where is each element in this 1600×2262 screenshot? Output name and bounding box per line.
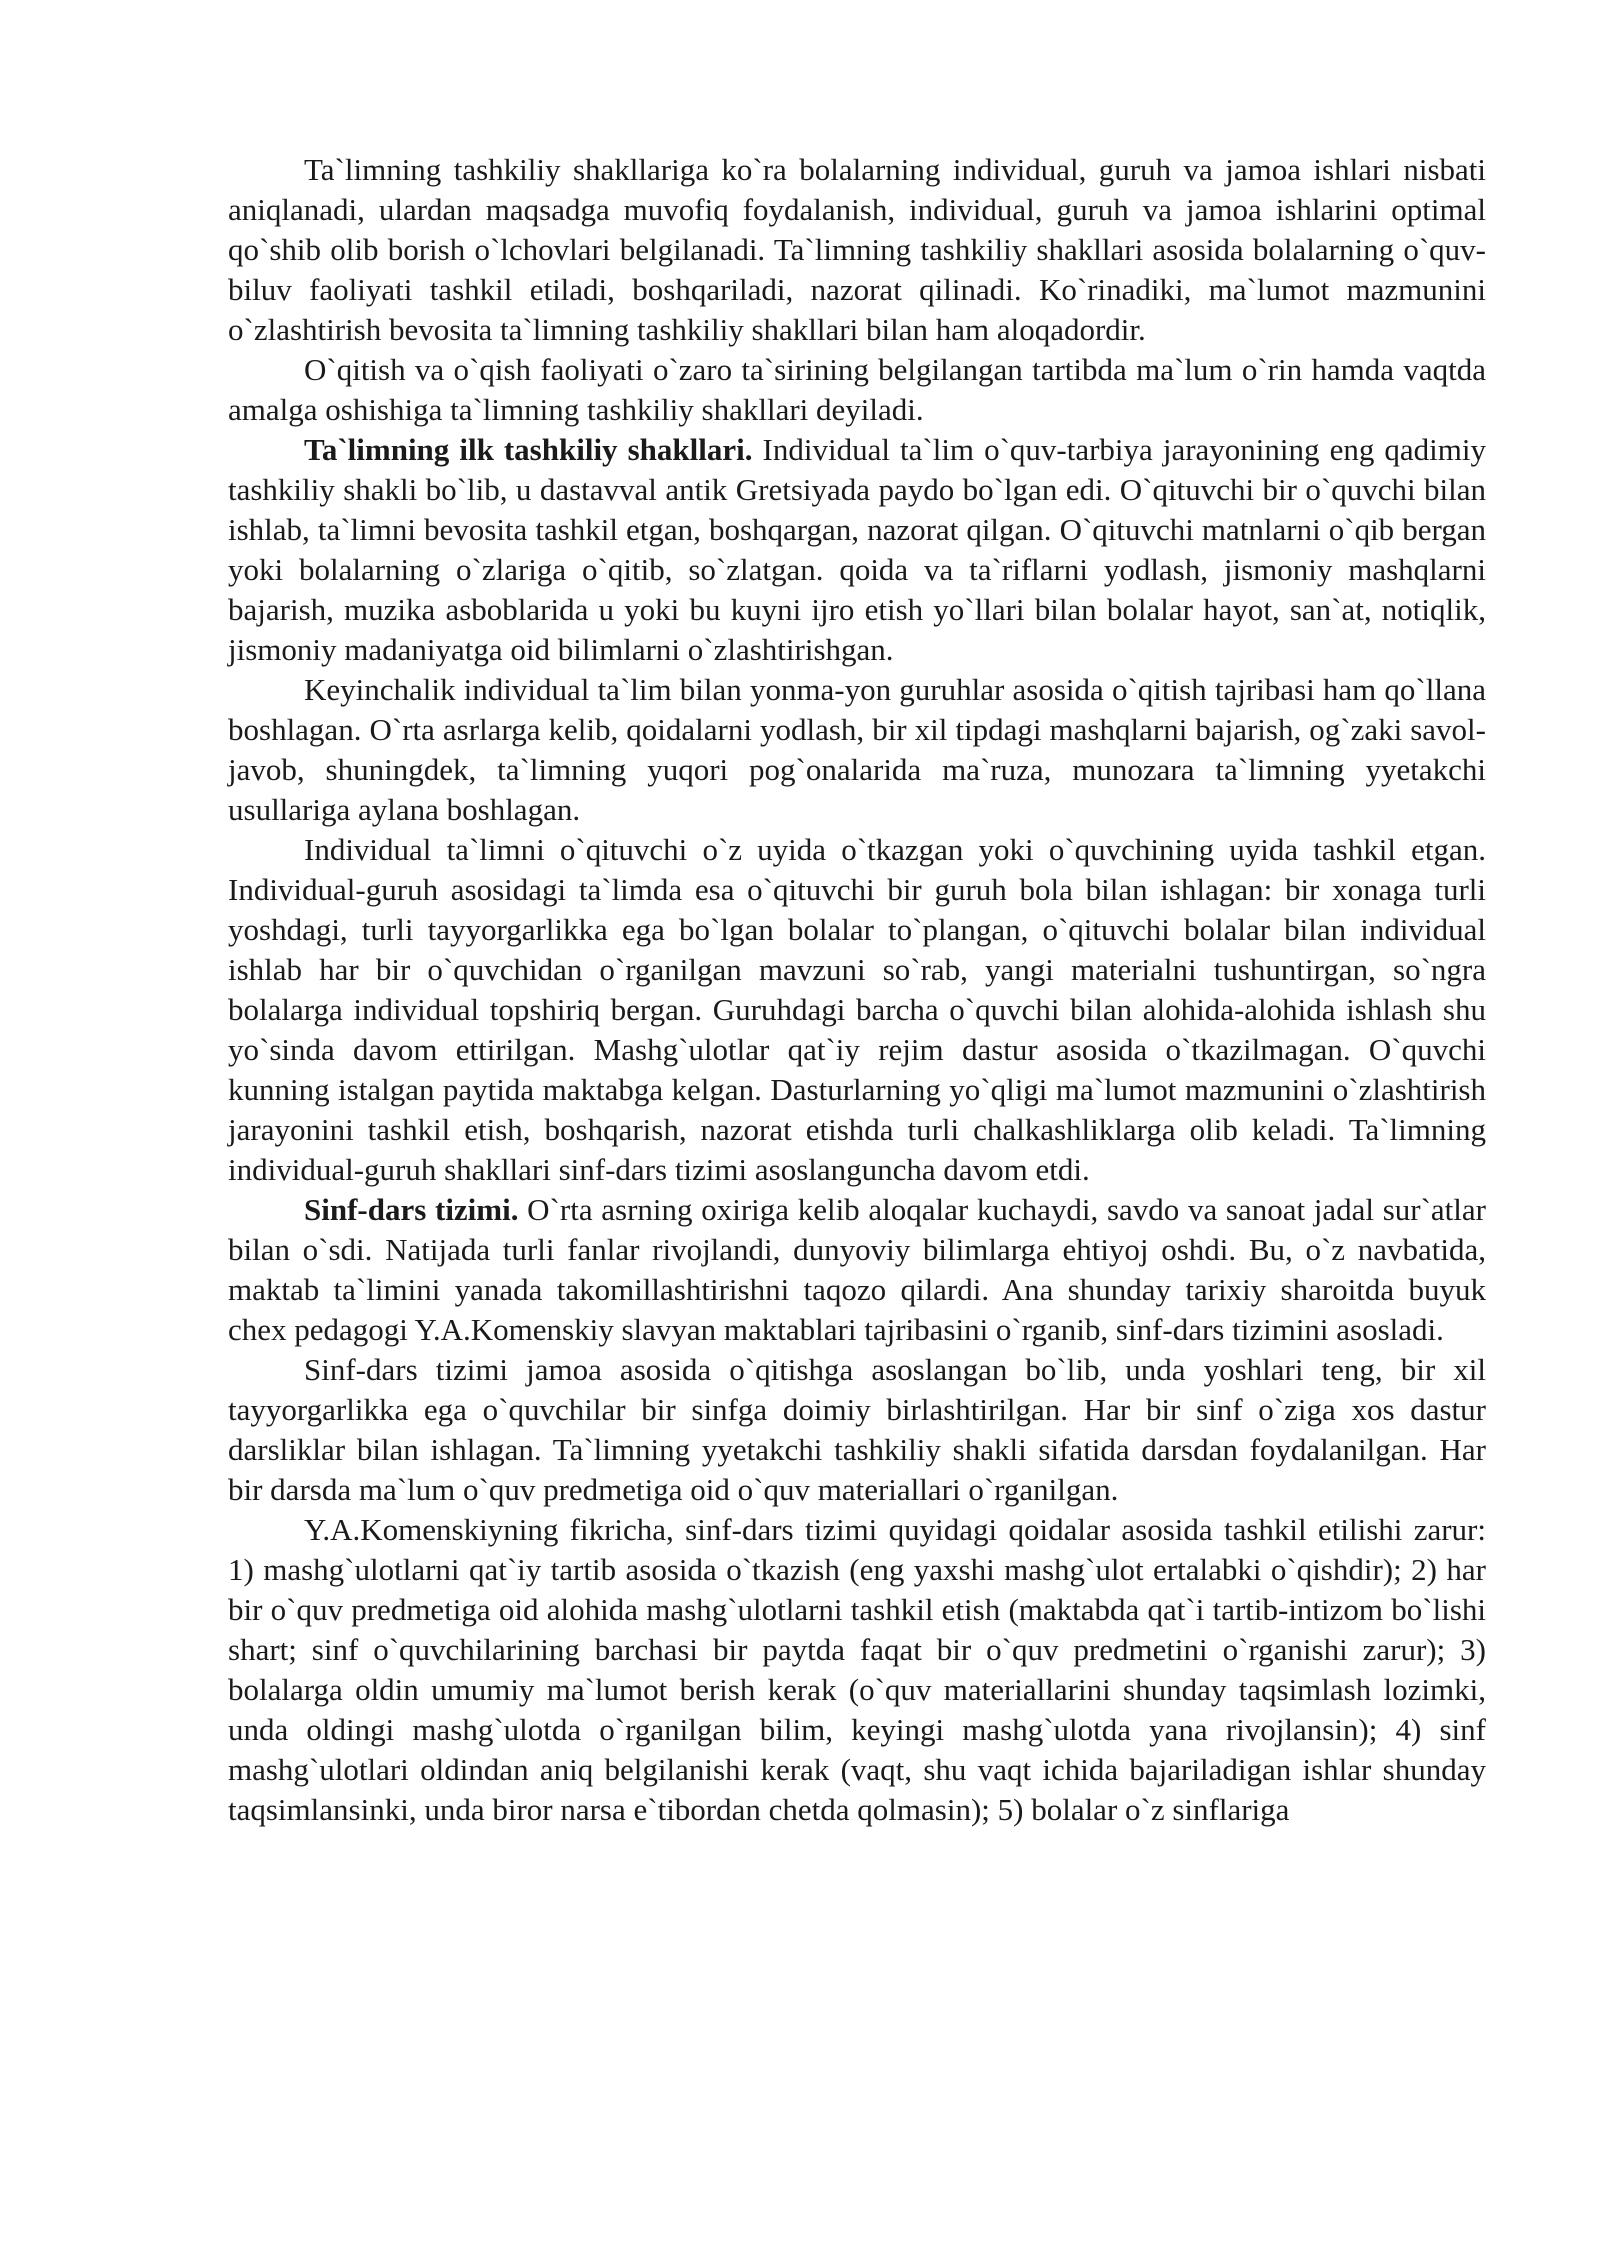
paragraph-group-teaching xyxy=(228,670,1486,830)
paragraph-text: Individual ta`limni o`qituvchi o`z uyida o`tkazgan yoki o`quvchining uyida tashkil etgan. Individual-guruh asosidagi ta`limda esa o`qituvchi bir guruh bola bilan ishlagan: bir xonaga turli yoshdagi, turli tayyorgarlikka ega bo`lgan bolalar to`plangan, o`qituvchi bolalar bilan individual ishlab har bir o`quvchidan o`rganilgan mavzuni so`rab, yangi materialni tushuntirgan, so`ngra bolalarga individual topshiriq bergan. Guruhdagi barcha o`quvchi bilan alohida-alohida ishlash shu yo`sinda davom ettirilgan. Mashg`ulotlar qat`iy rejim dastur asosida o`tkazilmagan. O`quvchi kunning istalgan paytida maktabga kelgan. Dasturlarning yo`qligi ma`lumot mazmunini o`zlashtirish jarayonini tashkil etish, boshqarish, nazorat etishda turli chalkashliklarga olib keladi. Ta`limning individual-guruh shakllari sinf-dars tizimi asoslanguncha davom etdi. xyxy=(228,832,1486,1187)
paragraph-definition xyxy=(228,350,1486,430)
paragraph-komensky-rules xyxy=(228,1510,1486,1830)
paragraph-early-forms xyxy=(228,430,1486,670)
section-heading-class-lesson: Sinf-dars tizimi. xyxy=(304,1192,519,1227)
paragraph-text: Sinf-dars tizimi jamoa asosida o`qitishga asoslangan bo`lib, unda yoshlari teng, bir xil tayyorgarlikka ega o`quvchilar bir sinfga doimiy birlashtirilgan. Har bir sinf o`ziga xos dastur darsliklar bilan ishlagan. Ta`limning yyetakchi tashkiliy shakli sifatida darsdan foydalanilgan. Har bir darsda ma`lum o`quv predmetiga oid o`quv materiallari o`rganilgan. xyxy=(228,1352,1486,1507)
paragraph-text: Keyinchalik individual ta`lim bilan yonma-yon guruhlar asosida o`qitish tajribasi ham qo`llana boshlagan. O`rta asrlarga kelib, qoidalarni yodlash, bir xil tipdagi mashqlarni bajarish, og`zaki savol-javob, shuningdek, ta`limning yuqori pog`onalarida ma`ruza, munozara ta`limning yyetakchi usullariga aylana boshlagan. xyxy=(228,672,1486,827)
paragraph-individual-group xyxy=(228,830,1486,1190)
paragraph-text: Individual ta`lim o`quv-tarbiya jarayonining eng qadimiy tashkiliy shakli bo`lib, u dastavval antik Gretsiyada paydo bo`lgan edi. O`qituvchi bir o`quvchi bilan ishlab, ta`limni bevosita tashkil etgan, boshqargan, nazorat qilgan. O`qituvchi matnlarni o`qib bergan yoki bolalarning o`zlariga o`qitib, so`zlatgan. qoida va ta`riflarni yodlash, jismoniy mashqlarni bajarish, muzika asboblarida u yoki bu kuyni ijro etish yo`llari bilan bolalar hayot, san`at, notiqlik, jismoniy madaniyatga oid bilimlarni o`zlashtirishgan. xyxy=(228,432,1486,667)
section-heading-early-forms: Ta`limning ilk tashkiliy shakllari. xyxy=(304,432,753,467)
paragraph-class-lesson-system xyxy=(228,1190,1486,1350)
document-page xyxy=(228,150,1486,1830)
paragraph-forms-intro xyxy=(228,150,1486,350)
paragraph-class-lesson-details xyxy=(228,1350,1486,1510)
paragraph-text: O`rta asrning oxiriga kelib aloqalar kuchaydi, savdo va sanoat jadal sur`atlar bilan o`sdi. Natijada turli fanlar rivojlandi, dunyoviy bilimlarga ehtiyoj oshdi. Bu, o`z navbatida, maktab ta`limini yanada takomillashtirishni taqozo qilardi. Ana shunday tarixiy sharoitda buyuk chex pedagogi Y.A.Komenskiy slavyan maktablari tajribasini o`rganib, sinf-dars tizimini asosladi. xyxy=(228,1192,1486,1347)
paragraph-text: Ta`limning tashkiliy shakllariga ko`ra bolalarning individual, guruh va jamoa ishlari nisbati aniqlanadi, ulardan maqsadga muvofiq foydalanish, individual, guruh va jamoa ishlarini optimal qo`shib olib borish o`lchovlari belgilanadi. Ta`limning tashkiliy shakllari asosida bolalarning o`quv-biluv faoliyati tashkil etiladi, boshqariladi, nazorat qilinadi. Ko`rinadiki, ma`lumot mazmunini o`zlashtirish bevosita ta`limning tashkiliy shakllari bilan ham aloqadordir. xyxy=(228,152,1486,347)
paragraph-text: O`qitish va o`qish faoliyati o`zaro ta`sirining belgilangan tartibda ma`lum o`rin hamda vaqtda amalga oshishiga ta`limning tashkiliy shakllari deyiladi. xyxy=(228,352,1486,427)
paragraph-text: Y.A.Komenskiyning fikricha, sinf-dars tizimi quyidagi qoidalar asosida tashkil etilishi zarur: 1) mashg`ulotlarni qat`iy tartib asosida o`tkazish (eng yaxshi mashg`ulot ertalabki o`qishdir); 2) har bir o`quv predmetiga oid alohida mashg`ulotlarni tashkil etish (maktabda qat`i tartib-intizom bo`lishi shart; sinf o`quvchilarining barchasi bir paytda faqat bir o`quv predmetini o`rganishi zarur); 3) bolalarga oldin umumiy ma`lumot berish kerak (o`quv materiallarini shunday taqsimlash lozimki, unda oldingi mashg`ulotda o`rganilgan bilim, keyingi mashg`ulotda yana rivojlansin); 4) sinf mashg`ulotlari oldindan aniq belgilanishi kerak (vaqt, shu vaqt ichida bajariladigan ishlar shunday taqsimlansinki, unda biror narsa e`tibordan chetda qolmasin); 5) bolalar o`z sinflariga xyxy=(228,1512,1486,1827)
